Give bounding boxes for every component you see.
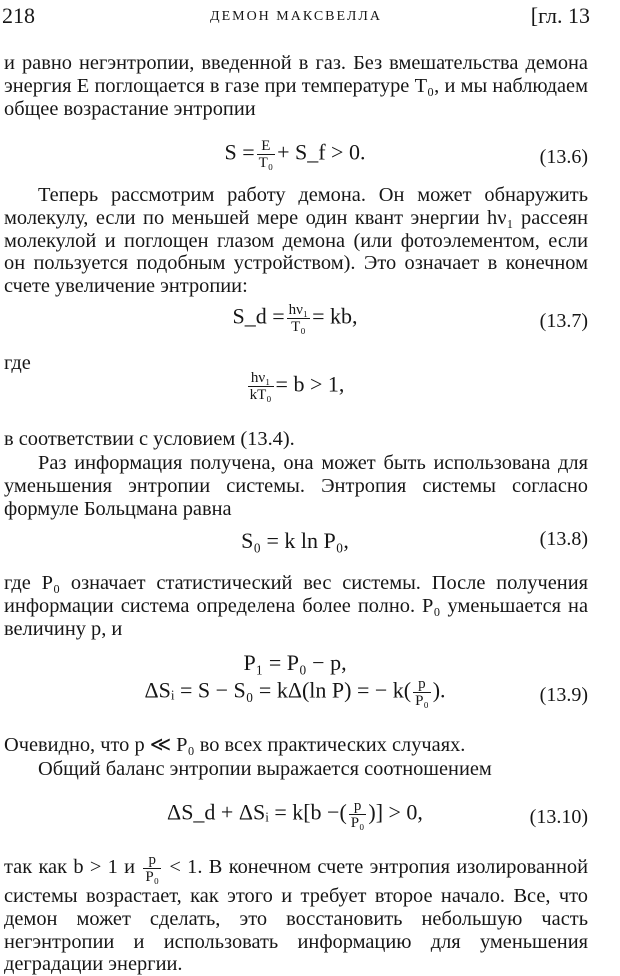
- inline-fraction: $\frac{p}{\text{P₀}}$: [145, 852, 159, 885]
- paragraph-2: Теперь рассмотрим работу демона. Он может обнаружить молекулу, если по меньшей мере один квант энергии hν₁ рассеян молекулой и поглощен глазом демона (или фотоэлементом, если он пользуется подобным устройством). Это означает в конечном счете увеличение энтропии:: [4, 184, 588, 298]
- equation-13-10: ΔS_d + ΔSᵢ = k[b −( $\frac{p}{\text{P₀}}$ )] > 0, (13.10): [167, 798, 588, 831]
- paragraph-9: так как b > 1 и $\frac{p}{\text{P₀}}$ < 1. В конечном счете энтропия изолированной системы возрастает, как этого и требует второе начало. Все, что демон может сделать, это восстановить небольшую часть негэнтропии и использовать информацию для уменьшения деградации энергии.: [4, 852, 588, 976]
- paragraph-5: Раз информация получена, она может быть использована для уменьшения энтропии системы. Энтропия системы согласно формуле Больцмана равна: [4, 452, 588, 520]
- equation-13-9: ΔSᵢ = S − S₀ = kΔ(ln P) = − k( $\frac{p}{\text{P₀}}$ ). (13.9): [144, 676, 588, 709]
- equation-number: (13.8): [539, 528, 588, 550]
- equation-number: (13.10): [529, 806, 588, 828]
- equation-unnumbered-1: $\frac{\text{hν₁}}{\text{kT₀}}$ = b > 1,: [249, 370, 345, 403]
- chapter-label: [гл. 13: [530, 3, 590, 28]
- equation-number: (13.6): [539, 146, 588, 168]
- equation-number: (13.7): [539, 310, 588, 332]
- running-title: ДЕМОН МАКСВЕЛЛА: [210, 9, 382, 24]
- equation-13-8: S₀ = k ln P₀, (13.8): [241, 528, 588, 553]
- paragraph-6: где P₀ означает статистический вес системы. После получения информации система определена более полно. P₀ уменьшается на величину p, и: [4, 572, 588, 640]
- paragraph-1: и равно негэнтропии, введенной в газ. Без вмешательства демона энергия E поглощается в газе при температуре T₀, и мы наблюдаем общее возрастание энтропии: [4, 52, 588, 120]
- paragraph-8: Общий баланс энтропии выражается соотношением: [38, 758, 492, 780]
- page-header: [2, 3, 590, 33]
- paragraph-4: в соответствии с условием (13.4).: [4, 428, 295, 450]
- equation-13-6: S = $\frac{E}{\text{T₀}}$ + S_f > 0. (13.6): [224, 138, 588, 171]
- equation-number: (13.9): [539, 684, 588, 706]
- paragraph-7: Очевидно, что p ≪ P₀ во всех практических случаях.: [4, 734, 466, 756]
- paragraph-3: где: [4, 352, 31, 374]
- equation-13-7: S_d = $\frac{\text{hν₁}}{\text{T₀}}$ = kb, (13.7): [232, 302, 588, 335]
- page-number: 218: [2, 3, 35, 28]
- equation-13-9-line-1: P₁ = P₀ − p,: [243, 650, 347, 675]
